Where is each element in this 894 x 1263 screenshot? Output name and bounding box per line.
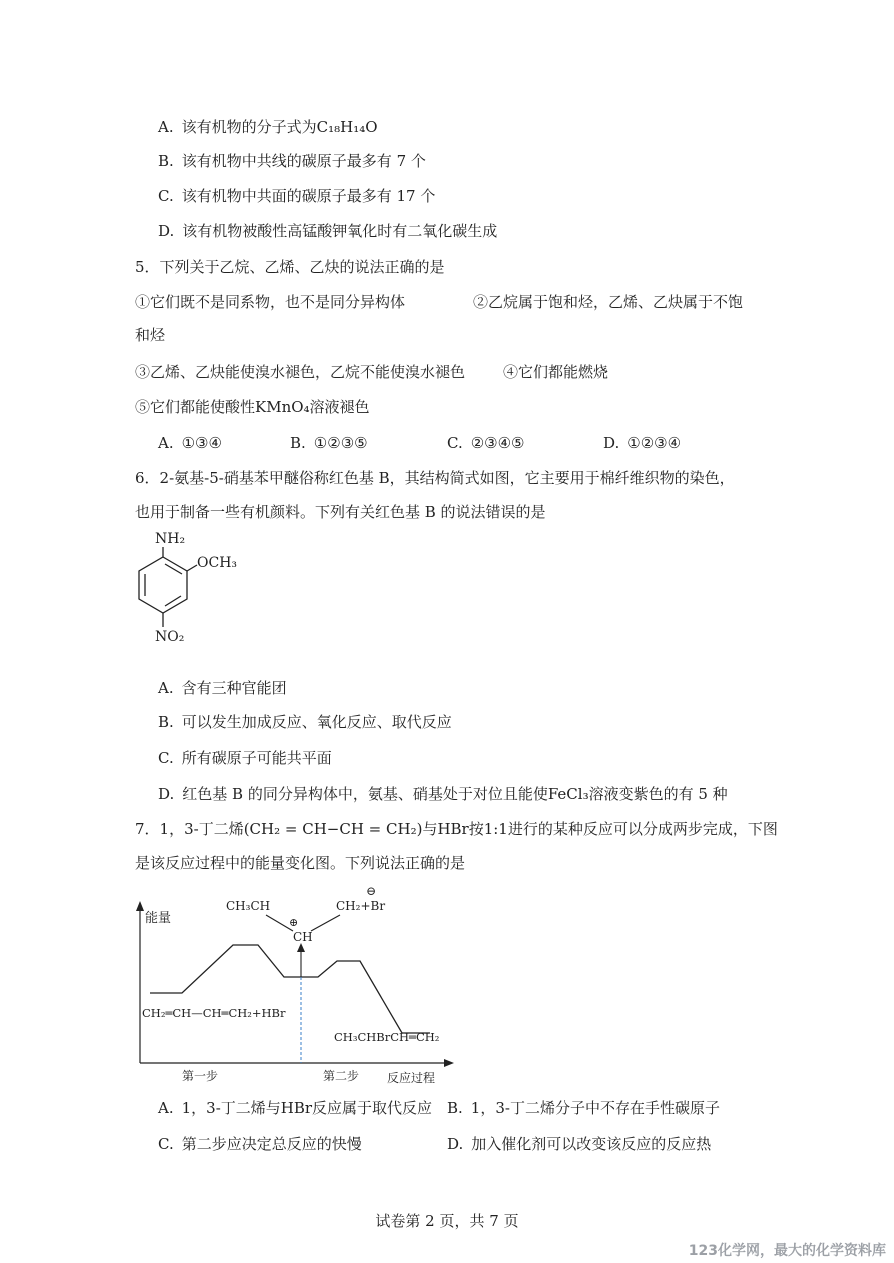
q4-option-a: A. 该有机物的分子式为C₁₈H₁₄O xyxy=(158,118,378,136)
intermediate-right: CH₂+Br xyxy=(336,899,386,913)
step-2-label: 第二步 xyxy=(323,1069,360,1083)
methoxy-group-label: OCH₃ xyxy=(197,555,238,571)
q7-stem-line-2: 是该反应过程中的能量变化图。下列说法正确的是 xyxy=(135,854,466,872)
page-footer: 试卷第 2 页，共 7 页 xyxy=(375,1212,519,1230)
energy-profile-diagram xyxy=(130,885,460,1090)
q5-option-a: A. ①③④ xyxy=(158,434,222,452)
q5-option-c: C. ②③④⑤ xyxy=(447,434,525,452)
x-axis-label: 反应过程 xyxy=(387,1071,436,1085)
q5-statement-2-cont: 和烃 xyxy=(135,326,166,344)
benzene-ring-diagram xyxy=(135,535,255,660)
q6-stem-line-2: 也用于制备一些有机颜料。下列有关红色基 B 的说法错误的是 xyxy=(135,503,546,521)
step-1-label: 第一步 xyxy=(182,1069,219,1083)
q6-option-d: D. 红色基 B 的同分异构体中，氨基、硝基处于对位且能使FeCl₃溶液变紫色的有 5 种 xyxy=(158,785,728,803)
product-label: CH₃CHBrCH═CH₂ xyxy=(334,1030,440,1044)
q6-option-a: A. 含有三种官能团 xyxy=(158,679,287,697)
q4-option-d: D. 该有机物被酸性高锰酸钾氧化时有二氧化碳生成 xyxy=(158,222,498,240)
q7-option-c: C. 第二步应决定总反应的快慢 xyxy=(158,1135,362,1153)
q7-option-b: B. 1，3-丁二烯分子中不存在手性碳原子 xyxy=(447,1099,720,1117)
intermediate-center: CH xyxy=(293,930,313,944)
q5-statement-3: ③乙烯、乙炔能使溴水褪色，乙烷不能使溴水褪色 xyxy=(135,363,466,381)
q5-option-b: B. ①②③⑤ xyxy=(290,434,368,452)
q4-option-c: C. 该有机物中共面的碳原子最多有 17 个 xyxy=(158,187,436,205)
nitro-group-label: NO₂ xyxy=(155,629,185,645)
red-base-b-structure xyxy=(135,531,255,660)
intermediate-left: CH₃CH xyxy=(226,899,271,913)
watermark: 123化学网，最大的化学资料库 xyxy=(688,1243,886,1259)
carbocation-charge: ⊕ xyxy=(289,916,299,929)
q6-stem-line-1: 6．2-氨基-5-硝基苯甲醚俗称红色基 B，其结构简式如图，它主要用于棉纤维织物的染色， xyxy=(135,469,735,487)
q6-option-c: C. 所有碳原子可能共平面 xyxy=(158,749,332,767)
q7-stem-line-1: 7．1，3-丁二烯(CH₂ = CH−CH = CH₂)与HBr按1:1进行的某种反应可以分成两步完成，下图 xyxy=(135,820,778,838)
q4-option-b: B. 该有机物中共线的碳原子最多有 7 个 xyxy=(158,152,426,170)
q7-option-a: A. 1，3-丁二烯与HBr反应属于取代反应 xyxy=(158,1099,433,1117)
q5-statement-5: ⑤它们都能使酸性KMnO₄溶液褪色 xyxy=(135,398,370,416)
q6-option-b: B. 可以发生加成反应、氧化反应、取代反应 xyxy=(158,713,452,731)
q5-option-d: D. ①②③④ xyxy=(603,434,682,452)
q5-statement-4: ④它们都能燃烧 xyxy=(503,363,609,381)
bromide-charge: ⊖ xyxy=(366,884,377,898)
reactant-label: CH₂═CH—CH═CH₂+HBr xyxy=(142,1006,286,1020)
y-axis-label: 能量 xyxy=(145,911,172,926)
q7-option-d: D. 加入催化剂可以改变该反应的反应热 xyxy=(447,1135,712,1153)
amino-group-label: NH₂ xyxy=(155,531,186,547)
q5-statement-2: ②乙烷属于饱和烃，乙烯、乙炔属于不饱 xyxy=(473,293,744,311)
q5-stem: 5．下列关于乙烷、乙烯、乙炔的说法正确的是 xyxy=(135,258,445,276)
q5-statement-1: ①它们既不是同系物，也不是同分异构体 xyxy=(135,293,406,311)
